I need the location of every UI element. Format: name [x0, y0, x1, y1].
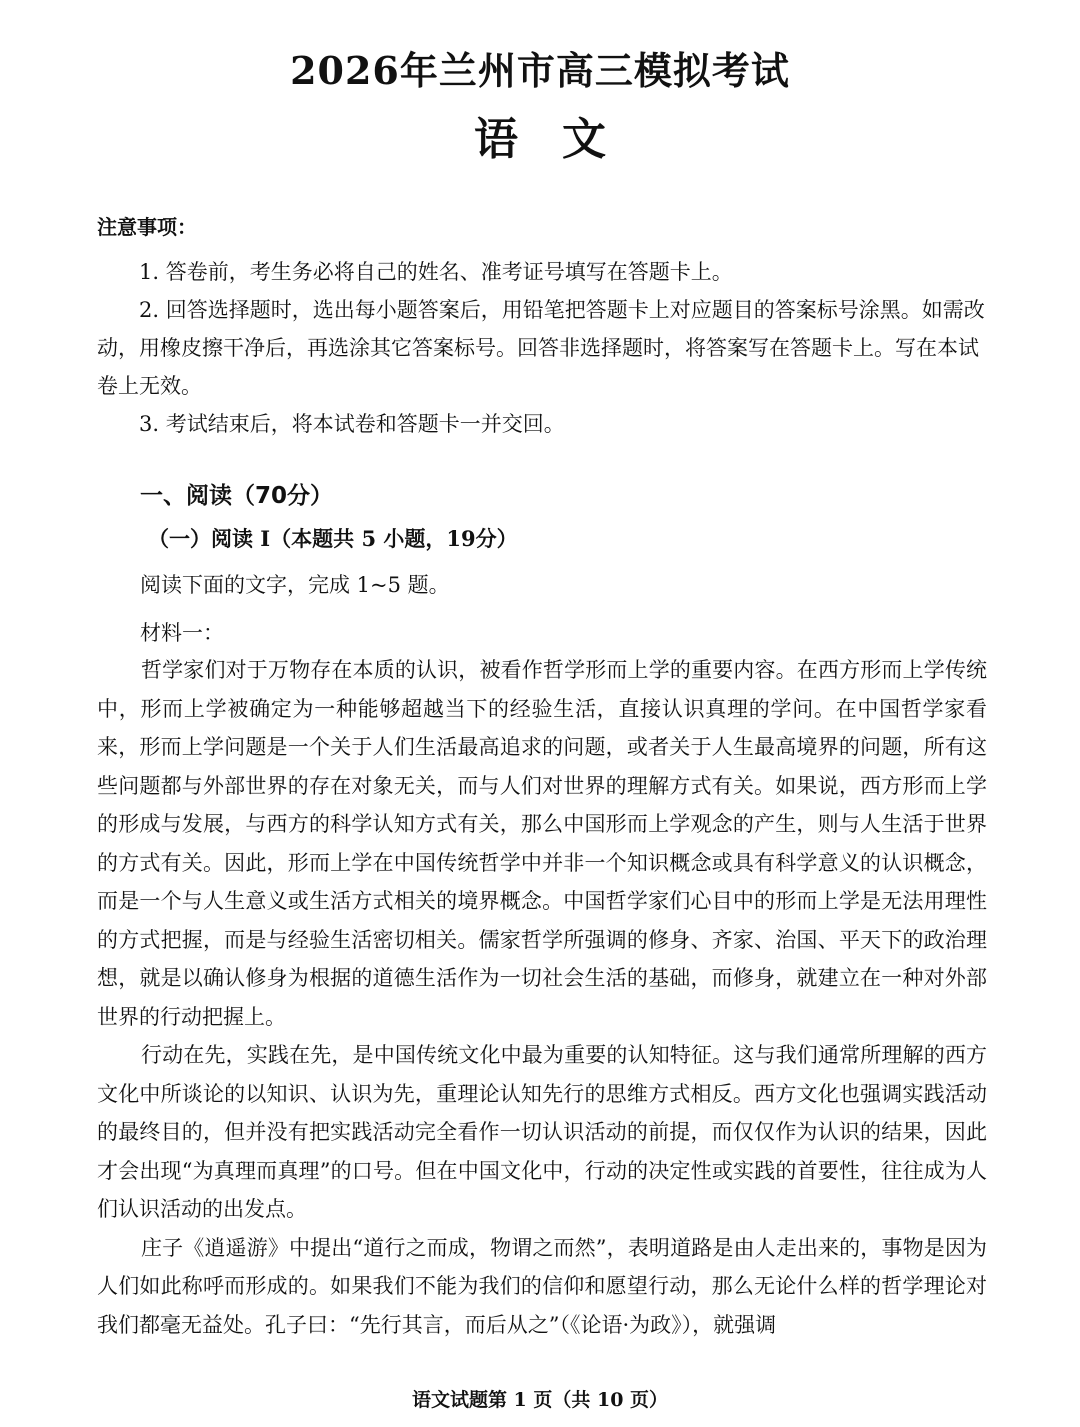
section-title: 一、阅读（70分） — [140, 483, 334, 509]
material-text — [97, 651, 987, 1344]
notice-item-1: 1. 答卷前，考生务必将自己的姓名、准考证号填写在答题卡上。 — [139, 260, 733, 284]
notice-list — [97, 253, 987, 443]
notice-item-2: 2. 回答选择题时，选出每小题答案后，用铅笔把答题卡上对应题目的答案标号涂黑。如需改动，用橡皮擦干净后，再选涂其它答案标号。回答非选择题时，将答案写在答题卡上。写在本试卷上无效。 — [97, 298, 985, 398]
material-paragraph-2: 行动在先，实践在先，是中国传统文化中最为重要的认知特征。这与我们通常所理解的西方文化中所谈论的以知识、认识为先，重理论认知先行的思维方式相反。西方文化也强调实践活动的最终目的，但并没有把实践活动完全看作一切认识活动的前提，而仅仅作为认识的结果，因此才会出现“为真理而真理”的口号。但在中国文化中，行动的决定性或实践的首要性，往往成为人们认识活动的出发点。 — [97, 1043, 987, 1221]
reading-instruction: 阅读下面的文字，完成 1~5 题。 — [140, 573, 450, 597]
material-paragraph-3: 庄子《逍遥游》中提出“道行之而成，物谓之而然”，表明道路是由人走出来的，事物是因为人们如此称呼而形成的。如果我们不能为我们的信仰和愿望行动，那么无论什么样的哲学理论对我们都毫无益处。孔子曰：“先行其言，而后从之”（《论语·为政》），就强调 — [97, 1235, 987, 1337]
material-paragraph-1: 哲学家们对于万物存在本质的认识，被看作哲学形而上学的重要内容。在西方形而上学传统中，形而上学被确定为一种能够超越当下的经验生活，直接认识真理的学问。在中国哲学家看来，形而上学问题是一个关于人们生活最高追求的问题，或者关于人生最高境界的问题，所有这些问题都与外部世界的存在对象无关，而与人们对世界的理解方式有关。如果说，西方形而上学的形成与发展，与西方的科学认知方式有关，那么中国形而上学观念的产生，则与人生活于世界的方式有关。因此，形而上学在中国传统哲学中并非一个知识概念或具有科学意义的认识概念，而是一个与人生意义或生活方式相关的境界概念。中国哲学家们心目中的形而上学是无法用理性的方式把握，而是与经验生活密切相关。儒家哲学所强调的修身、齐家、治国、平天下的政治理想，就是以确认修身为根据的道德生活作为一切社会生活的基础，而修身，就建立在一种对外部世界的行动把握上。 — [97, 658, 987, 1029]
exam-title: 2026年兰州市高三模拟考试 — [290, 48, 790, 93]
material-label: 材料一： — [140, 621, 224, 645]
subsection-title: （一）阅读 I（本题共 5 小题，19分） — [148, 526, 518, 551]
notice-heading: 注意事项： — [97, 215, 197, 239]
subject-title: 语文 — [474, 114, 650, 165]
notice-item-3: 3. 考试结束后，将本试卷和答题卡一并交回。 — [139, 412, 565, 436]
page-footer: 语文试题第 1 页（共 10 页） — [411, 1389, 669, 1411]
